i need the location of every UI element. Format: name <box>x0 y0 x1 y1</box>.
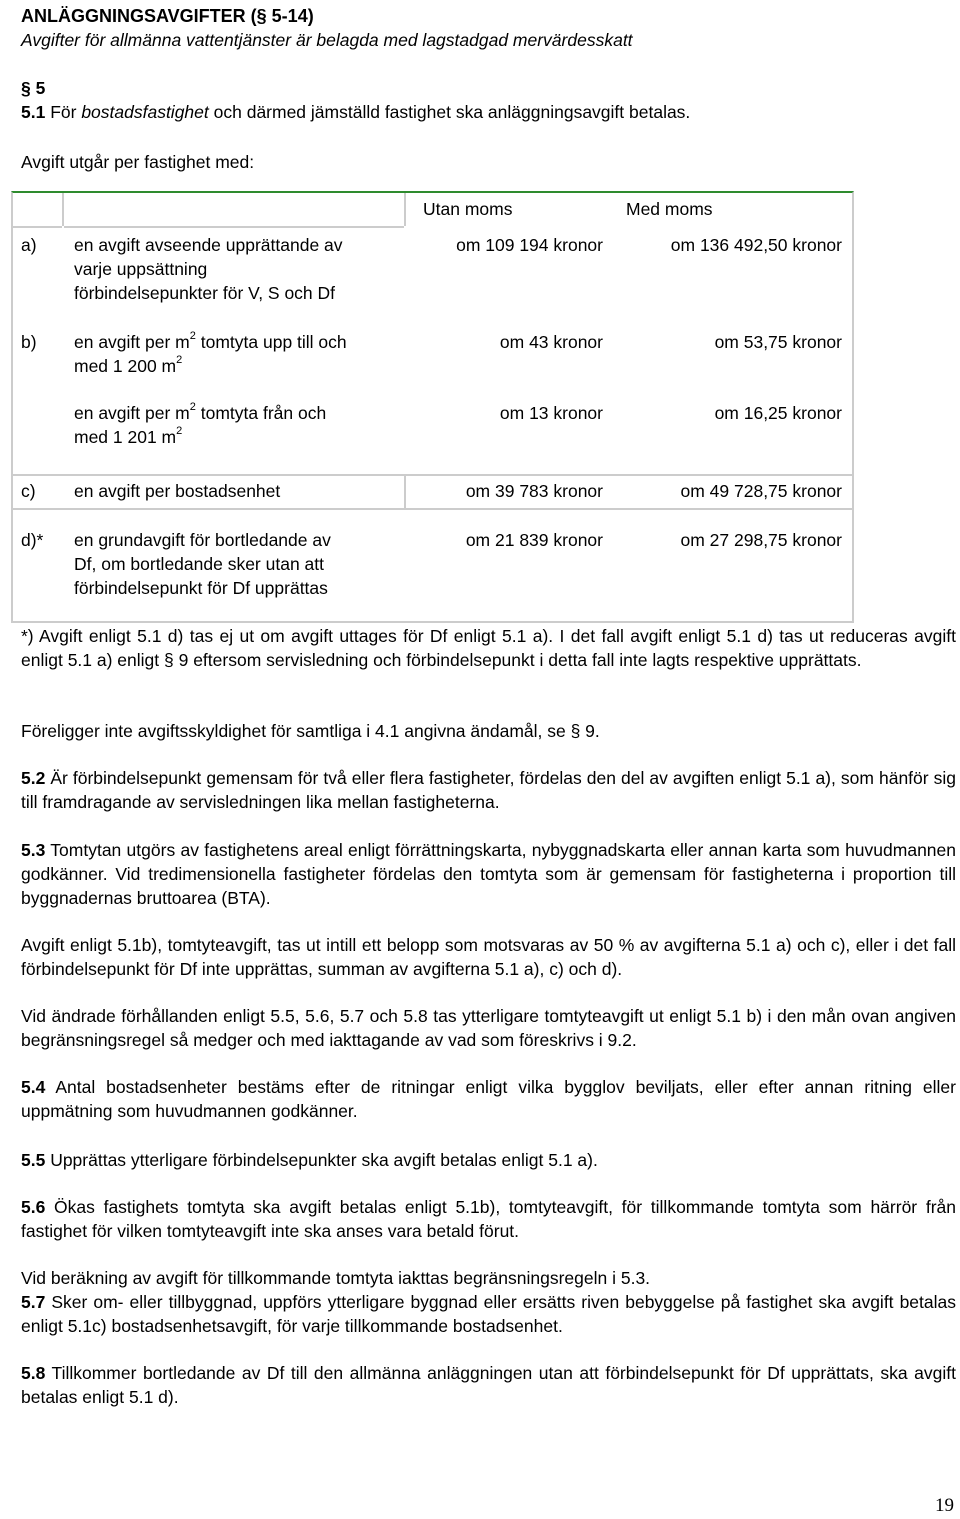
section-number: 5.1 <box>21 102 46 122</box>
amount-utan: om 21 839 kronor <box>465 530 603 550</box>
italic-term: bostadsfastighet <box>81 102 209 122</box>
amount-med: om 136 492,50 kronor <box>670 235 842 255</box>
text-fragment: För <box>45 102 82 122</box>
fee-table <box>11 191 854 623</box>
row-description <box>74 401 326 449</box>
description-line: förbindelsepunkt för Df upprättas <box>74 578 328 598</box>
grid-line <box>13 508 852 510</box>
row-label: d)* <box>21 530 44 550</box>
row-description <box>74 233 343 305</box>
section-5-4 <box>21 1075 956 1123</box>
section-number: 5.6 <box>21 1197 46 1217</box>
section-5-3 <box>21 838 956 910</box>
amount-med: om 53,75 kronor <box>714 332 842 352</box>
amount-utan: om 13 kronor <box>499 403 603 423</box>
section-text: Tomtytan utgörs av fastighetens areal enligt förrättningskarta, nybyggnadskarta eller annan karta som huvudmannen godkänner. Vid tredimensionella fastigheter fördelas den tomtyta som är gemensam för fastigheterna i proportion till byggnadernas bruttoarea (BTA). <box>21 840 956 908</box>
section-number: 5.5 <box>21 1150 46 1170</box>
amount-utan: om 109 194 kronor <box>456 235 603 255</box>
section-text: Upprättas ytterligare förbindelsepunkter ska avgift betalas enligt 5.1 a). <box>45 1150 598 1170</box>
grid-line <box>404 193 406 226</box>
section-number: 5.4 <box>21 1077 46 1097</box>
text-fragment: med 1 200 m <box>74 356 177 376</box>
section-number: 5.2 <box>21 768 46 788</box>
page-subtitle: Avgifter för allmänna vattentjänster är belagda med lagstadgad mervärdesskatt <box>21 30 633 50</box>
section-text: Sker om- eller tillbyggnad, uppförs ytterligare byggnad eller ersätts riven bebyggelse på fastighet ska avgift betalas enligt 5.1c) bostadsenhetsavgift, för varje tillkommande bostadsenhet. <box>21 1292 956 1336</box>
grid-line <box>62 193 64 226</box>
section-number: 5.3 <box>21 840 46 860</box>
row-label: c) <box>21 481 36 501</box>
paragraph: Avgift enligt 5.1b), tomtyteavgift, tas ut intill ett belopp som motsvaras av 50 % av avgifterna 5.1 a) och c), eller i det fall förbindelsepunkt för Df inte upprättas, summan av avgifterna 5.1 a), c) och d). <box>21 935 956 979</box>
superscript: 2 <box>189 401 196 414</box>
section-5-6 <box>21 1195 956 1243</box>
text-fragment: tomtyta från och <box>195 403 327 423</box>
section-text: Ökas fastighets tomtyta ska avgift betalas enligt 5.1b), tomtyteavgift, för tillkommande tomtyta som härrör från fastighet för vilken tomtyteavgift inte ska anses vara betald förut. <box>21 1197 956 1241</box>
section-number: 5.7 <box>21 1292 46 1312</box>
description-line <box>74 330 347 354</box>
description-line: en avgift avseende upprättande av <box>74 235 343 255</box>
text-fragment: en avgift per m <box>74 403 190 423</box>
description-line: varje uppsättning <box>74 259 208 279</box>
text-fragment: och därmed jämställd fastighet ska anläggningsavgift betalas. <box>208 102 691 122</box>
section-text: Är förbindelsepunkt gemensam för två eller flera fastigheter, fördelas den del av avgiften enligt 5.1 a), som hänför sig till framdragande av servisledningen lika mellan fastigheterna. <box>21 768 956 812</box>
row-description: en avgift per bostadsenhet <box>74 481 281 501</box>
description-line <box>74 354 347 378</box>
page-title: ANLÄGGNINGSAVGIFTER (§ 5-14) <box>21 6 314 26</box>
description-line <box>74 425 326 449</box>
description-line: en grundavgift för bortledande av <box>74 530 331 550</box>
column-header-med: Med moms <box>626 199 713 219</box>
paragraph: Vid beräkning av avgift för tillkommande tomtyta iakttas begränsningsregeln i 5.3. <box>21 1268 651 1288</box>
section-text: Tillkommer bortledande av Df till den allmänna anläggningen utan att förbindelsepunkt för Df upprättats, ska avgift betalas enligt 5.1 d). <box>21 1363 956 1407</box>
paragraph: Vid ändrade förhållanden enligt 5.5, 5.6, 5.7 och 5.8 tas ytterligare tomtyteavgift ut enligt 5.1 b) i den mån ovan angiven begränsningsregel så medger och med iakttagande av vad som föreskrivs i 9.2. <box>21 1006 956 1050</box>
row-label: b) <box>21 332 37 352</box>
amount-med: om 16,25 kronor <box>714 403 842 423</box>
section-5-1 <box>21 100 960 124</box>
amount-utan: om 39 783 kronor <box>465 481 603 501</box>
paragraph: Föreligger inte avgiftsskyldighet för samtliga i 4.1 angivna ändamål, se § 9. <box>21 721 600 741</box>
footnote: *) Avgift enligt 5.1 d) tas ej ut om avgift uttages för Df enligt 5.1 a). I det fall avgift enligt 5.1 d) tas ut reduceras avgift enligt 5.1 a) enligt § 9 eftersom servisledning och förbindelsepunkt i detta fall inte lagts respektive upprättats. <box>21 626 956 670</box>
section-number: 5.8 <box>21 1363 46 1383</box>
grid-line <box>13 474 852 476</box>
section-text: Antal bostadsenheter bestäms efter de ritningar enligt vilka bygglov beviljats, eller efter annan ritning eller uppmätning som huvudmannen godkänner. <box>21 1077 956 1121</box>
amount-med: om 49 728,75 kronor <box>680 481 842 501</box>
section-5-7 <box>21 1290 956 1338</box>
column-header-utan: Utan moms <box>423 199 513 219</box>
description-line <box>74 401 326 425</box>
amount-utan: om 43 kronor <box>499 332 603 352</box>
grid-line <box>64 226 404 228</box>
description-line: förbindelsepunkter för V, S och Df <box>74 283 336 303</box>
intro-text: Avgift utgår per fastighet med: <box>21 152 255 172</box>
description-line: Df, om bortledande sker utan att <box>74 554 324 574</box>
superscript: 2 <box>176 425 183 438</box>
row-description <box>74 528 331 600</box>
section-5-5 <box>21 1148 956 1172</box>
superscript: 2 <box>189 330 196 343</box>
amount-med: om 27 298,75 kronor <box>680 530 842 550</box>
grid-line <box>13 226 62 228</box>
text-fragment: tomtyta upp till och <box>195 332 347 352</box>
section-5-8 <box>21 1361 956 1409</box>
text-fragment: en avgift per m <box>74 332 190 352</box>
text-fragment: med 1 201 m <box>74 427 177 447</box>
page-number: 19 <box>935 1495 954 1516</box>
section-heading: § 5 <box>21 78 46 98</box>
grid-line <box>404 474 406 508</box>
section-5-2 <box>21 766 956 814</box>
row-description <box>74 330 347 378</box>
superscript: 2 <box>176 354 183 367</box>
row-label: a) <box>21 235 37 255</box>
